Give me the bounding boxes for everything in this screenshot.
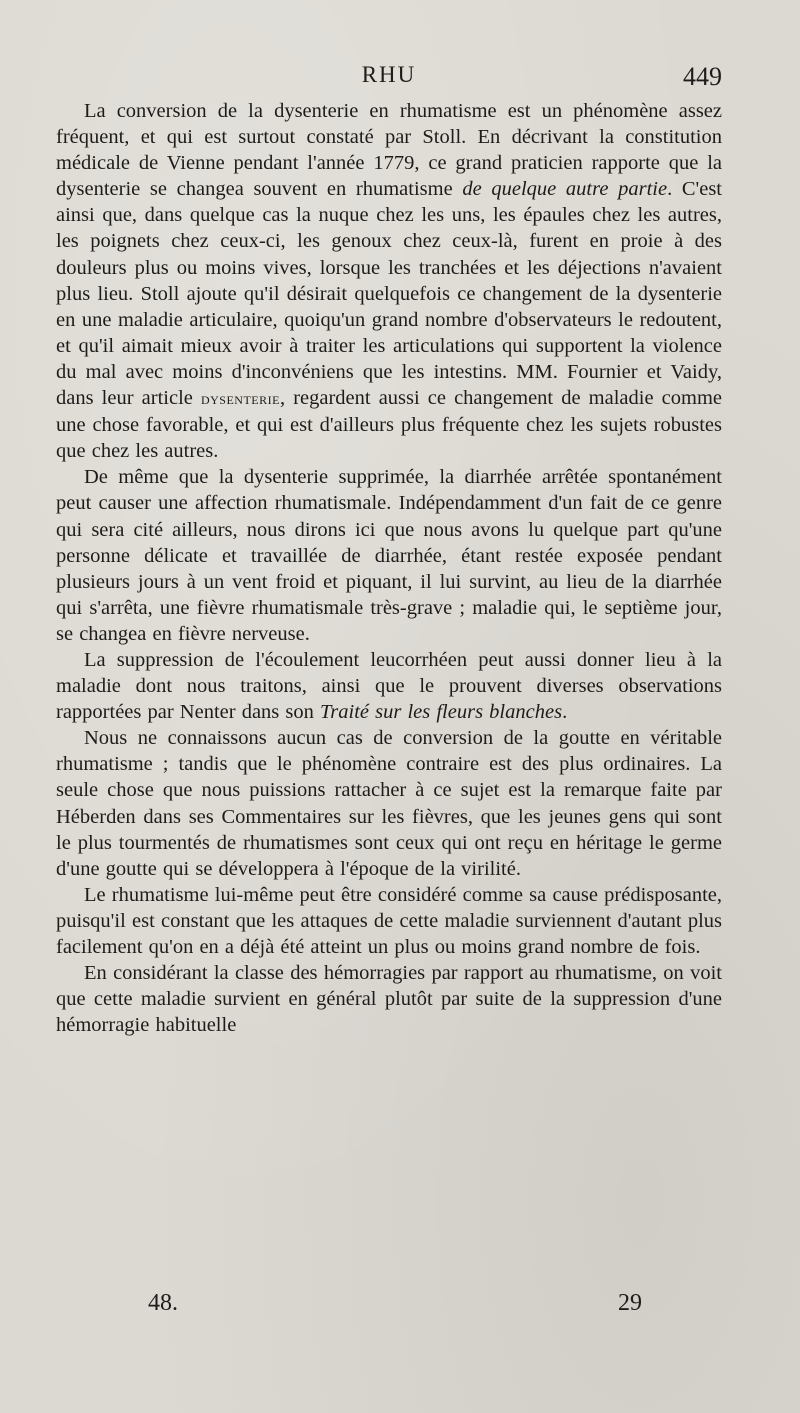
- page-number: 449: [683, 62, 722, 91]
- sheet-number: 29: [618, 1290, 642, 1316]
- paragraph-diarrhea: De même que la dysenterie supprimée, la diarrhée arrêtée spontanément peut causer une affection rhumatismale. Indépendamment d'un fait de ce genre qui sera cité ailleurs, nous dirons ici que nous avons lu quelque part qu'une personne délicate et travaillée de diarrhée, étant restée exposée pendant plusieurs jours à un vent froid et piquant, il lui survint, au lieu de la diarrhée qui s'arrêta, une fièvre rhumatismale très-grave ; maladie qui, le septième jour, se changea en fièvre nerveuse.: [56, 466, 722, 645]
- article-reference: dysenterie: [200, 389, 280, 409]
- running-head: RHU: [361, 62, 417, 87]
- book-title: Traité sur les fleurs blanches: [320, 701, 563, 724]
- page-header: [56, 62, 722, 102]
- page-footer: [56, 1290, 722, 1330]
- paragraph-predisposing-cause: Le rhumatisme lui-même peut être considéré comme sa cause prédisposante, puisqu'il est constant que les attaques de cette maladie surviennent d'autant plus facilement qu'on en a déjà été atteint un plus ou moins grand nombre de fois.: [56, 883, 722, 958]
- body-text: [56, 98, 722, 1038]
- paragraph-hemorrhage: En considérant la classe des hémorragies par rapport au rhumatisme, on voit que cette maladie survient en général plutôt par suite de la suppression d'une hémorragie habituelle: [56, 962, 722, 1037]
- paragraph-dysentery-conversion: La conversion de la dysenterie en rhumatisme est un phénomène assez fréquent, et qui est surtout constaté par Stoll. En décrivant la constitution médicale de Vienne pendant l'année 1779, ce grand praticien rapporte que la dysenterie se changea souvent en rhumatisme de quelque autre partie. C'est ainsi que, dans quelque cas la nuque chez les uns, les épaules chez les autres, les poignets chez ceux-ci, les genoux chez ceux-là, furent en proie à des douleurs plus ou moins vives, lorsque les tranchées et les déjections n'avaient plus lieu. Stoll ajoute qu'il désirait quelquefois ce changement de la dysenterie en une maladie articulaire, quoiqu'un grand nombre d'observateurs le redoutent, et qu'il aimait mieux avoir à traiter les articulations qui supportent la violence du mal avec moins d'inconvéniens que les intestins. MM. Fournier et Vaidy, dans leur article dysenterie, regardent aussi ce changement de maladie comme une chose favorable, et qui est d'ailleurs plus fréquente chez les sujets robustes que chez les autres.: [56, 100, 723, 463]
- italic-quote: de quelque autre partie: [462, 178, 668, 201]
- paragraph-leucorrhea: La suppression de l'écoulement leucorrhéen peut aussi donner lieu à la maladie dont nous traitons, ainsi que le prouvent diverses observations rapportées par Nenter dans son Traité sur les fleurs blanches.: [56, 648, 722, 724]
- signature-mark: 48.: [148, 1290, 178, 1316]
- paragraph-gout: Nous ne connaissons aucun cas de conversion de la goutte en véritable rhumatisme ; tandis que le phénomène contraire est des plus ordinaires. La seule chose que nous puissions rattacher à ce sujet est la remarque faite par Héberden dans ses Commentaires sur les fièvres, que les jeunes gens qui sont le plus tourmentés de rhumatismes sont ceux qui ont reçu en héritage le germe d'une goutte qui se développera à l'époque de la virilité.: [56, 727, 722, 880]
